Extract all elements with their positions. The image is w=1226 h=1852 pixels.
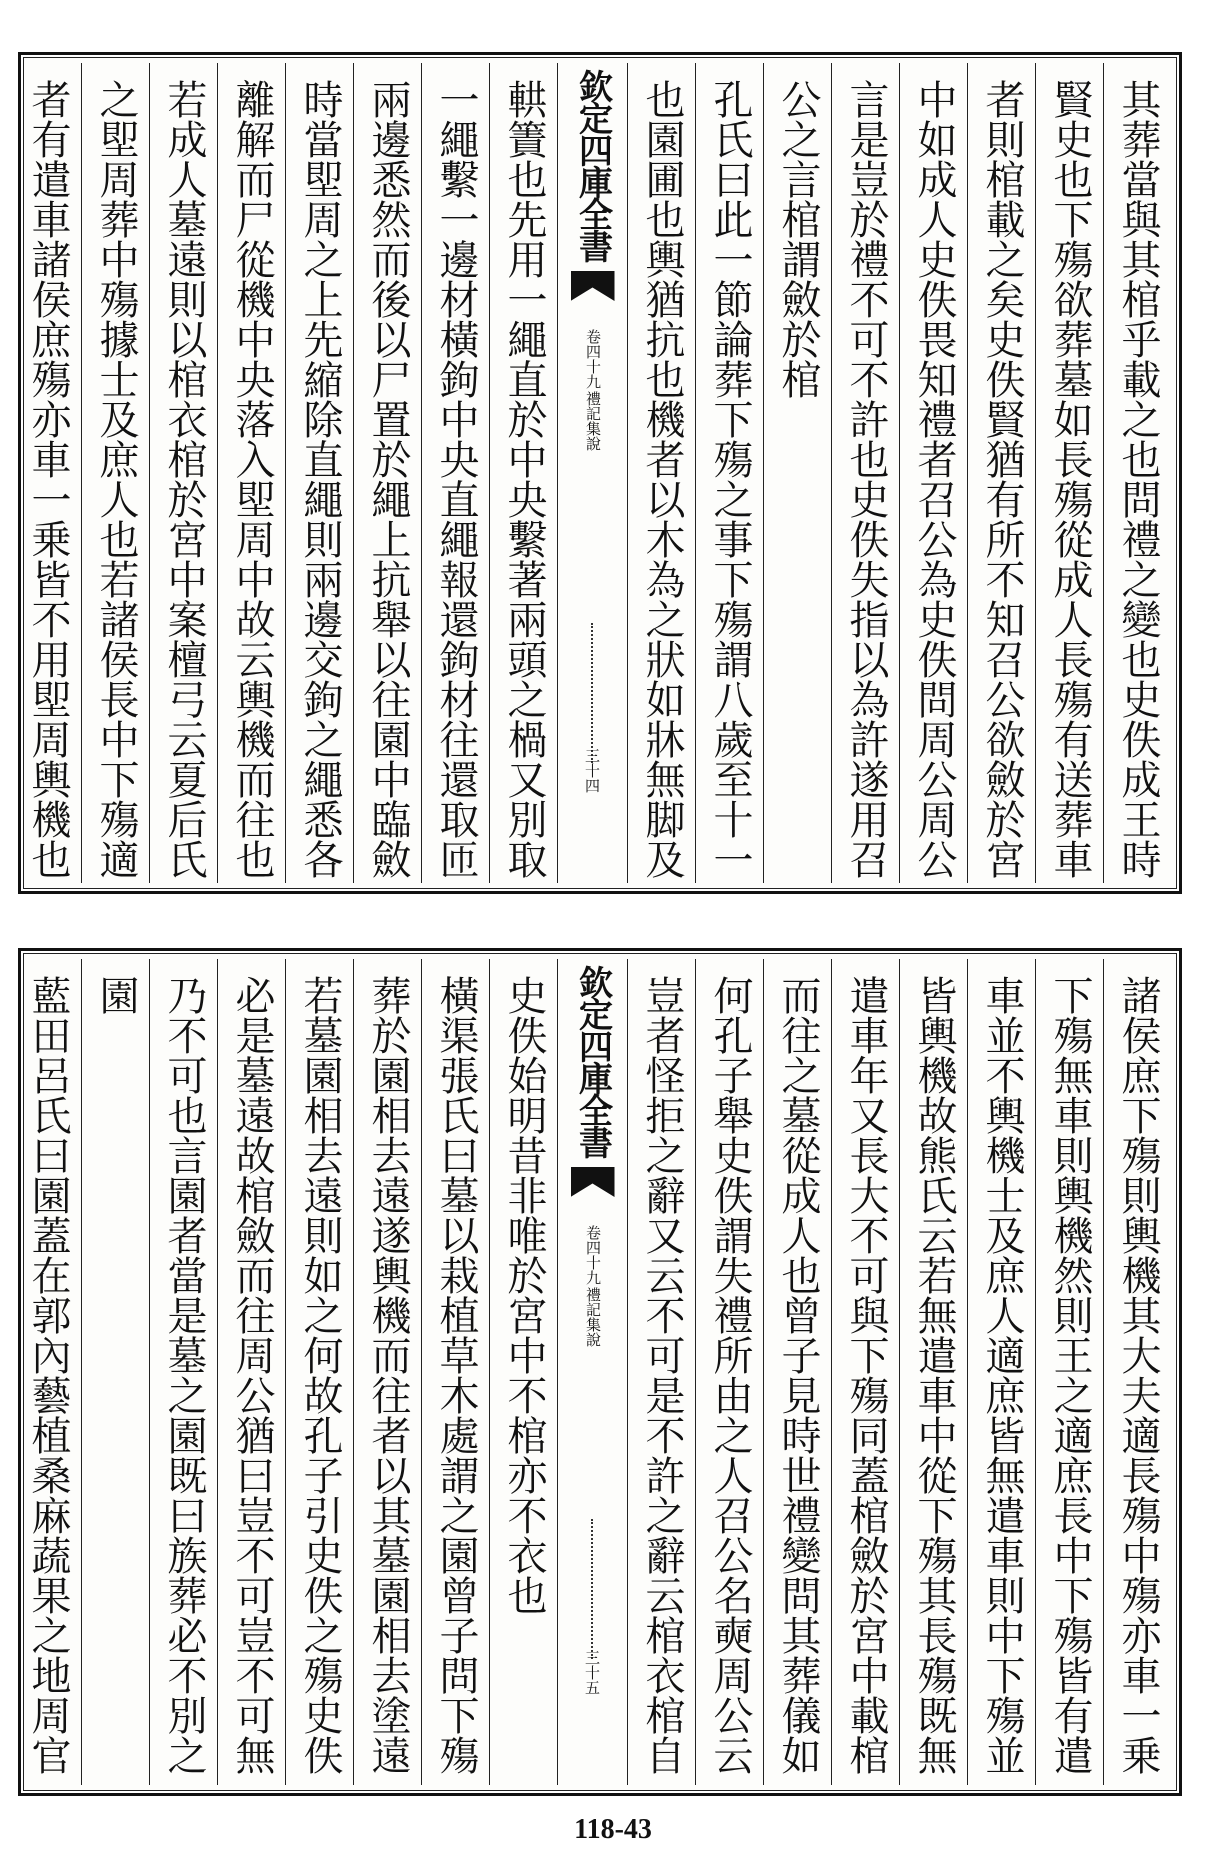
footer-page-number: 118-43 — [574, 1814, 652, 1845]
book-title: 禮記集說 — [584, 391, 602, 451]
text-column: 者有遣車諸侯庶殤亦車一乗皆不用堲周輿機也 — [25, 79, 71, 879]
text-column: 離解而尸從機中央落入堲周中故云輿機而往也 — [217, 63, 285, 883]
text-column: 中如成人史佚畏知禮者召公為史佚問周公周公 — [899, 63, 967, 883]
text-column: 其葬當與其棺乎載之也問禮之變也史佚成王時 — [1103, 63, 1171, 883]
text-column: 孔氏曰此一節論葬下殤之事下殤謂八歲至十一 — [695, 63, 763, 883]
book-info — [584, 329, 601, 451]
top-columns — [25, 63, 1171, 883]
fish-tail-mark — [571, 271, 615, 301]
bottom-columns — [25, 959, 1171, 1785]
bottom-page-frame — [18, 948, 1182, 1796]
text-column: 何孔子舉史佚謂失禮所由之人召公名奭周公云 — [695, 959, 763, 1785]
text-column: 輁簀也先用一繩直於中央繫著兩頭之楇又別取 — [489, 63, 557, 883]
fold-dotted-line — [591, 1519, 595, 1659]
book-title: 禮記集說 — [584, 1287, 602, 1347]
series-title: 欽定四庫全書 — [572, 965, 613, 1157]
text-column: 賢史也下殤欲葬墓如長殤從成人長殤有送葬車 — [1035, 63, 1103, 883]
text-column: 公之言棺謂斂於棺 — [763, 63, 831, 883]
text-column: 皆輿機故熊氏云若無遣車中從下殤其長殤既無 — [899, 959, 967, 1785]
text-column: 乃不可也言園者當是墓之園既曰族葬必不別之 — [149, 959, 217, 1785]
volume-label: 卷四十九 — [584, 1225, 602, 1285]
fold-dotted-line — [591, 623, 595, 763]
fish-tail-mark — [571, 1167, 615, 1197]
top-page-frame — [18, 52, 1182, 894]
volume-label: 卷四十九 — [584, 329, 602, 389]
text-column: 必是墓遠故棺斂而往周公猶曰豈不可豈不可無 — [217, 959, 285, 1785]
book-info — [584, 1225, 601, 1347]
page-number: 三十五 — [583, 1650, 601, 1695]
text-column: 者則棺載之矣史佚賢猶有所不知召公欲斂於宮 — [967, 63, 1035, 883]
series-title: 欽定四庫全書 — [572, 69, 613, 261]
text-column: 若成人墓遠則以棺衣棺於宮中案檀弓云夏后氏 — [149, 63, 217, 883]
text-column: 橫渠張氏曰墓以栽植草木處謂之園曾子問下殤 — [421, 959, 489, 1785]
fold-center-column — [557, 63, 627, 883]
text-column: 葬於園相去遠遂輿機而往者以其墓園相去塗遠 — [353, 959, 421, 1785]
text-column: 諸侯庶下殤則輿機其大夫適長殤中殤亦車一乗 — [1103, 959, 1171, 1785]
text-column: 而往之墓從成人也曾子見時世禮變問其葬儀如 — [763, 959, 831, 1785]
text-column: 遣車年又長大不可與下殤同蓋棺斂於宮中載棺 — [831, 959, 899, 1785]
text-column: 車並不輿機士及庶人適庶皆無遣車則中下殤並 — [967, 959, 1035, 1785]
page-number: 三十四 — [583, 748, 601, 793]
text-column: 下殤無車則輿機然則王之適庶長中下殤皆有遣 — [1035, 959, 1103, 1785]
fold-center-column — [557, 959, 627, 1785]
text-column: 若墓園相去遠則如之何故孔子引史佚之殤史佚 — [285, 959, 353, 1785]
text-column: 一繩繫一邊材橫鉤中央直繩報還鉤材往還取匝 — [421, 63, 489, 883]
text-column: 兩邊悉然而後以尸置於繩上抗舉以往園中臨斂 — [353, 63, 421, 883]
text-column: 藍田呂氏曰園蓋在郭內藝植桑麻蔬果之地周官 — [25, 975, 71, 1775]
text-column: 言是豈於禮不可不許也史佚失指以為許遂用召 — [831, 63, 899, 883]
text-column: 史佚始明昔非唯於宮中不棺亦不衣也 — [489, 959, 557, 1785]
text-column: 豈者怪拒之辭又云不可是不許之辭云棺衣棺自 — [627, 959, 695, 1785]
text-column: 也園圃也輿猶抗也機者以木為之狀如牀無脚及 — [627, 63, 695, 883]
text-column: 時當堲周之上先縮除直繩則兩邊交鉤之繩悉各 — [285, 63, 353, 883]
text-column: 之堲周葬中殤據士及庶人也若諸侯長中下殤適 — [81, 63, 149, 883]
text-column: 園 — [81, 959, 149, 1785]
